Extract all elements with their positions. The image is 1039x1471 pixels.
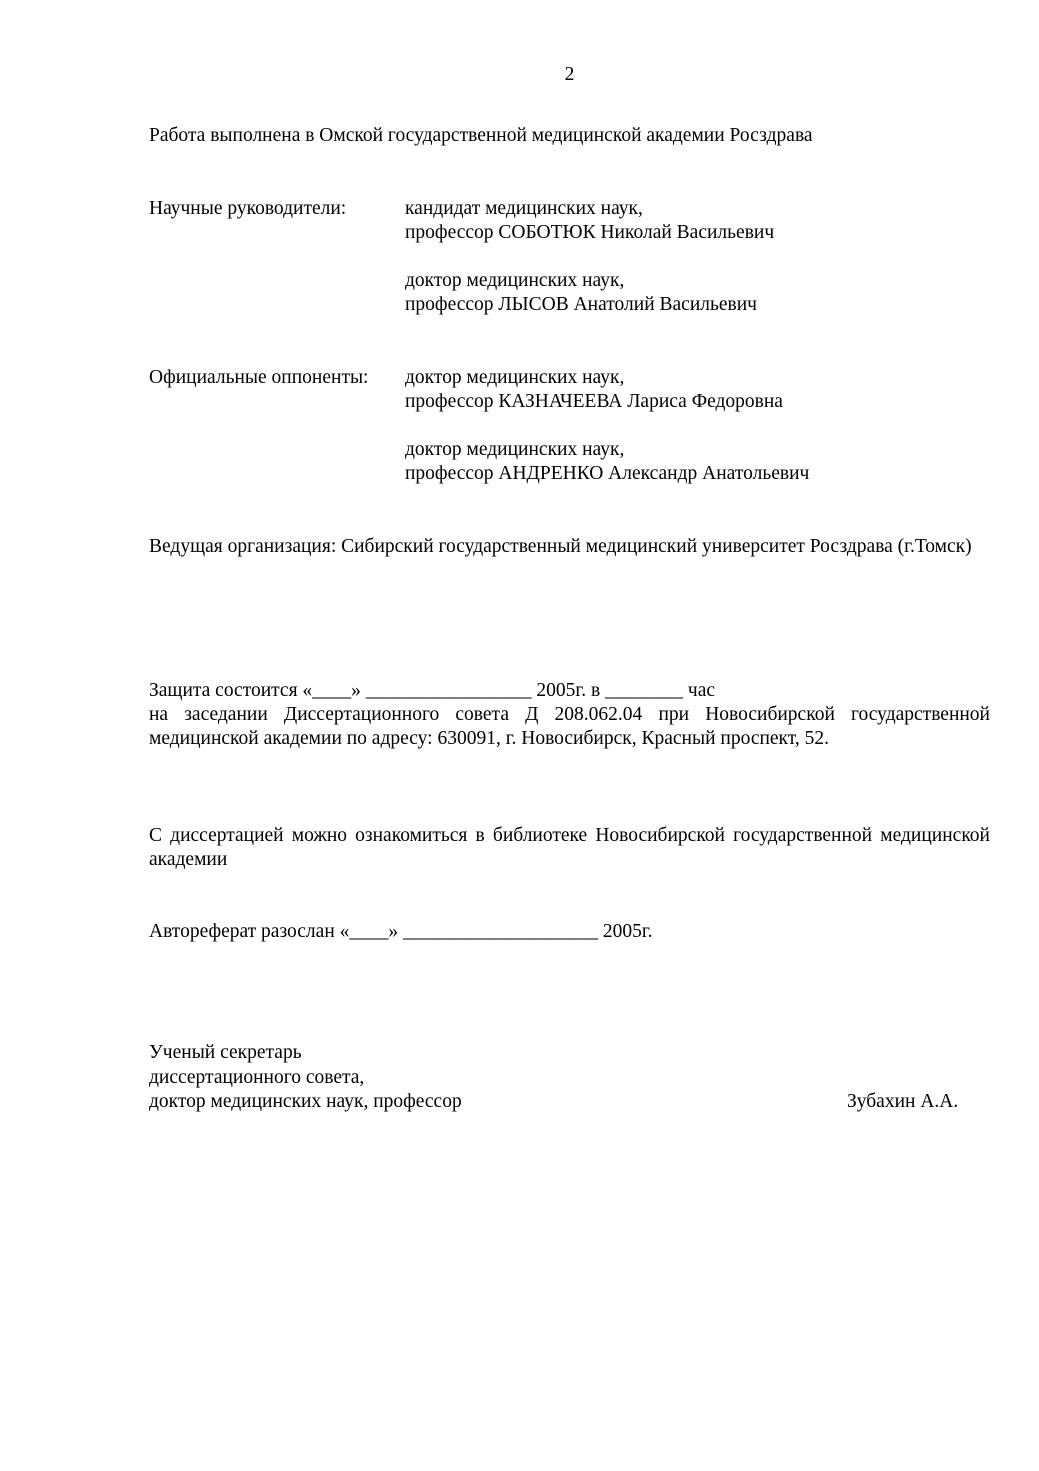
opponent-1 bbox=[405, 366, 783, 414]
supervisor-1-degree: кандидат медицинских наук, bbox=[405, 198, 643, 219]
opponent-1-name: профессор КАЗНАЧЕЕВА Лариса Федоровна bbox=[405, 391, 783, 412]
abstract-sent-line: Автореферат разослан «____» ____________________ 2005г. bbox=[149, 921, 653, 942]
supervisor-2 bbox=[405, 269, 757, 317]
secretary-name: Зубахин А.А. bbox=[847, 1091, 959, 1112]
supervisor-1 bbox=[405, 197, 774, 245]
opponent-2 bbox=[405, 438, 809, 486]
opponent-1-degree: доктор медицинских наук, bbox=[405, 367, 625, 388]
defense-date-line: Защита состоится «____» _________________ 2005г. в ________ час bbox=[149, 680, 716, 701]
opponent-2-name: профессор АНДРЕНКО Александр Анатольевич bbox=[405, 463, 810, 484]
secretary-title-1: Ученый секретарь bbox=[149, 1042, 302, 1063]
page-number: 2 bbox=[564, 64, 575, 85]
opponents-label: Официальные оппоненты: bbox=[149, 367, 369, 388]
supervisor-1-name: профессор СОБОТЮК Николай Васильевич bbox=[405, 222, 775, 243]
secretary-title-2: диссертационного совета, bbox=[149, 1067, 365, 1088]
secretary-title-3: доктор медицинских наук, профессор bbox=[149, 1091, 462, 1112]
library-notice: С диссертацией можно ознакомиться в библиотеке Новосибирской государственной медицинской академии bbox=[149, 825, 990, 870]
work-done-statement: Работа выполнена в Омской государственной медицинской академии Росздрава bbox=[149, 125, 813, 146]
opponent-2-degree: доктор медицинских наук, bbox=[405, 439, 625, 460]
supervisors-label: Научные руководители: bbox=[149, 198, 347, 219]
supervisor-2-name: профессор ЛЫСОВ Анатолий Васильевич bbox=[405, 294, 757, 315]
supervisor-2-degree: доктор медицинских наук, bbox=[405, 270, 625, 291]
leading-organization: Ведущая организация: Сибирский государственный медицинский университет Росздрава (г.Томск) bbox=[149, 536, 972, 557]
defense-venue: на заседании Диссертационного совета Д 208.062.04 при Новосибирской государственной медицинской академии по адресу: 630091, г. Новосибирск, Красный проспект, 52. bbox=[149, 704, 990, 749]
